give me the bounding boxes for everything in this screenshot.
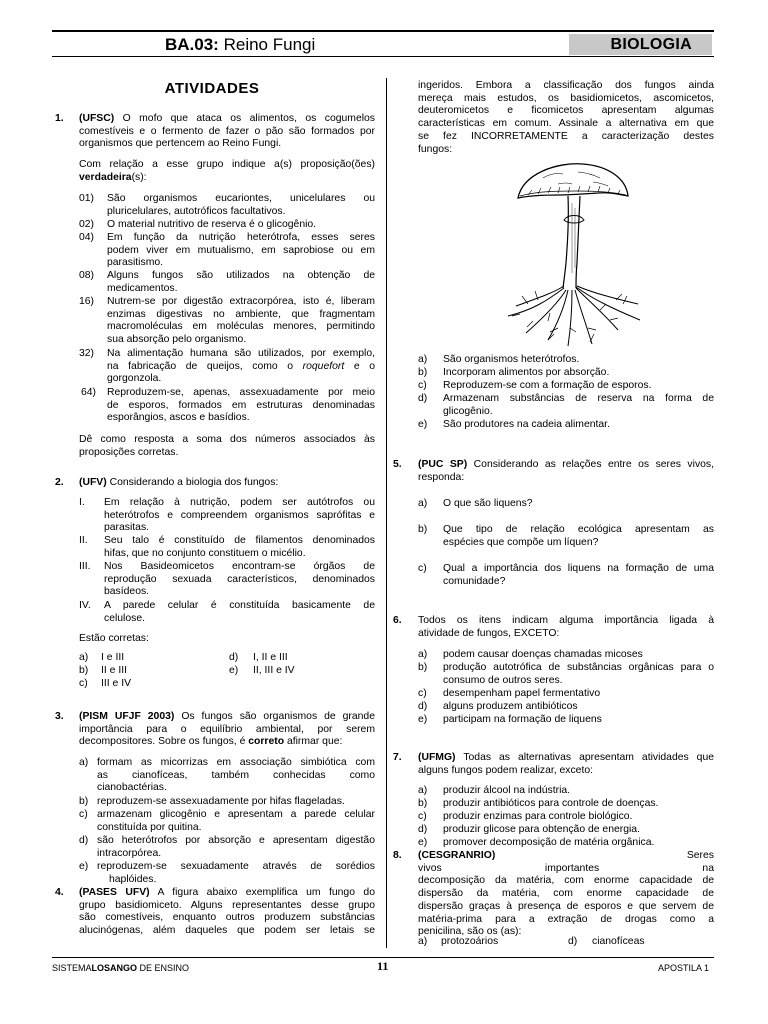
chapter-code: BA.03:: [165, 35, 219, 54]
question-number: 4.: [55, 887, 64, 898]
header-rule-top: [52, 30, 714, 32]
question-text: (UFMG) Todas as alternativas apresentam atividades que alguns fungos podem realizar, exceto:: [418, 752, 715, 776]
question-number: 6.: [393, 615, 402, 626]
question-number: 1.: [55, 113, 64, 124]
question-text: (PASES UFV) A figura abaixo exemplifica um fungo do grupo basidiomiceto. Alguns representantes desse grupo são comestíveis, enquanto outros produzem substâncias alucinógenas, além daqueles que podem ser letais se: [79, 887, 375, 937]
mushroom-illustration: [498, 158, 648, 348]
question-text: (PISM UFJF 2003) Os fungos são organismos de grande importância para o equilíbrio ambiental, por serem decompositores. Sobre os fungos, é correto afirmar que:: [79, 711, 375, 748]
subject-badge: BIOLOGIA: [569, 34, 712, 55]
question-number: 2.: [55, 477, 64, 488]
question-number: 7.: [393, 752, 402, 763]
question-text: (PUC SP) Considerando as relações entre os seres vivos, responda:: [418, 459, 714, 483]
footer-publisher: SISTEMALOSANGO DE ENSINO: [52, 963, 190, 973]
header: [52, 33, 714, 57]
question-text: (UFSC) O mofo que ataca os alimentos, os cogumelos comestíveis e o fermento de fazer o pão são formados por organismos que pertencem ao Reino Fungi.: [79, 113, 376, 150]
question-number: 8.: [393, 850, 402, 861]
header-rule-bottom: [52, 56, 714, 57]
question-text: (CESGRANRIO) Seres vivos importantes na decomposição da matéria, com enorme capacidade de dispersão da matéria, com enorme capacidade de dispersão graças à presença de esporos e que servem de matéria-prima para a extração de drogas como a penicilina, são os (as):: [418, 850, 714, 938]
question-number: 5.: [393, 459, 402, 470]
question-prompt: Estão corretas:: [79, 633, 149, 644]
column-divider: [386, 78, 387, 948]
footer-rule: [52, 957, 714, 958]
chapter-topic: Reino Fungi: [223, 35, 316, 54]
page-number: 11: [377, 959, 389, 973]
question-text: Todos os itens indicam alguma importância ligada à atividade de fungos, EXCETO:: [418, 615, 714, 639]
page-title: [165, 35, 315, 55]
question-text: ingeridos. Embora a classificação dos fungos ainda mereça mais estudos, os basidiomicetos, ascomicetos, deuteromicetos e ficomicetos apresentam algumas características em comum. Assinale a alternativa em que se fez INCORRETAMENTE a caracterização destes fungos:: [418, 80, 714, 155]
question-text: (UFV) Considerando a biologia dos fungos:: [79, 477, 279, 488]
section-title: ATIVIDADES: [164, 80, 260, 97]
footer-edition: APOSTILA 1: [658, 963, 710, 973]
question-prompt: Com relação a esse grupo indique a(s) proposição(ões) verdadeira(s):: [79, 159, 375, 183]
question-number: 3.: [55, 711, 64, 722]
answer-instruction: Dê como resposta a soma dos números associados às proposições corretas.: [79, 434, 375, 458]
